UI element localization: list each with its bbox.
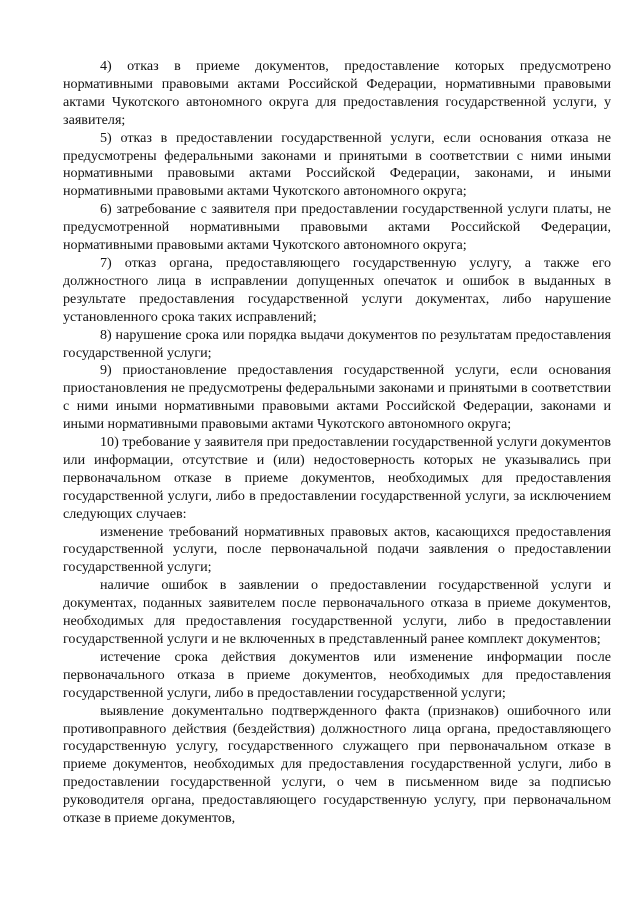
paragraph-item-8: 8) нарушение срока или порядка выдачи документов по результатам предоставления государственной услуги;	[63, 326, 611, 361]
paragraph-item-9: 9) приостановление предоставления государственной услуги, если основания приостановления не предусмотрены федеральными законами и принятыми в соответствии с ними иными нормативными правовыми актами Российской Федерации, законами и иными нормативными правовыми актами Чукотского автономного округа;	[63, 362, 611, 433]
paragraph-case-requirements-change: изменение требований нормативных правовых актов, касающихся предоставления государственной услуги, после первоначальной подачи заявления о предоставлении государственной услуги;	[63, 523, 611, 576]
paragraph-case-official-misconduct: выявление документально подтвержденного факта (признаков) ошибочного или противоправного действия (бездействия) должностного лица органа, предоставляющего государственную услугу, государственного служащего при первоначальном отказе в приеме документов, необходимых для предоставления государственной услуги, либо в предоставлении государственной услуги, о чем в письменном виде за подписью руководителя органа, предоставляющего государственную услугу, при первоначальном отказе в приеме документов,	[63, 702, 611, 827]
paragraph-item-10: 10) требование у заявителя при предоставлении государственной услуги документов или информации, отсутствие и (или) недостоверность которых не указывались при первоначальном отказе в приеме документов, необходимых для предоставления государственной услуги, либо в предоставлении государственной услуги, за исключением следующих случаев:	[63, 434, 611, 522]
paragraph-item-6: 6) затребование с заявителя при предоставлении государственной услуги платы, не предусмотренной нормативными правовыми актами Российской Федерации, нормативными правовыми актами Чукотского автономного округа;	[63, 201, 611, 254]
paragraph-case-errors-in-application: наличие ошибок в заявлении о предоставлении государственной услуги и документах, поданных заявителем после первоначального отказа в приеме документов, необходимых для предоставления государственной услуги, либо в предоставлении государственной услуги и не включенных в представленный ранее комплект документов;	[63, 577, 611, 647]
paragraph-case-document-expiry: истечение срока действия документов или изменение информации после первоначального отказа в приеме документов, необходимых для предоставления государственной услуги, либо в предоставлении государственной услуги;	[63, 648, 611, 701]
paragraph-item-4: 4) отказ в приеме документов, предоставление которых предусмотрено нормативными правовыми актами Российской Федерации, нормативными правовыми актами Чукотского автономного округа для предоставления государственной услуги, у заявителя;	[63, 58, 611, 128]
paragraph-item-7: 7) отказ органа, предоставляющего государственную услугу, а также его должностного лица в исправлении допущенных опечаток и ошибок в выданных в результате предоставления государственной услуги документах, либо нарушение установленного срока таких исправлений;	[63, 254, 611, 325]
document-body	[63, 58, 611, 828]
paragraph-item-5: 5) отказ в предоставлении государственной услуги, если основания отказа не предусмотрены федеральными законами и принятыми в соответствии с ними иными нормативными правовыми актами Российской Федерации, законами, и иными нормативными правовыми актами Чукотского автономного округа;	[63, 129, 611, 200]
